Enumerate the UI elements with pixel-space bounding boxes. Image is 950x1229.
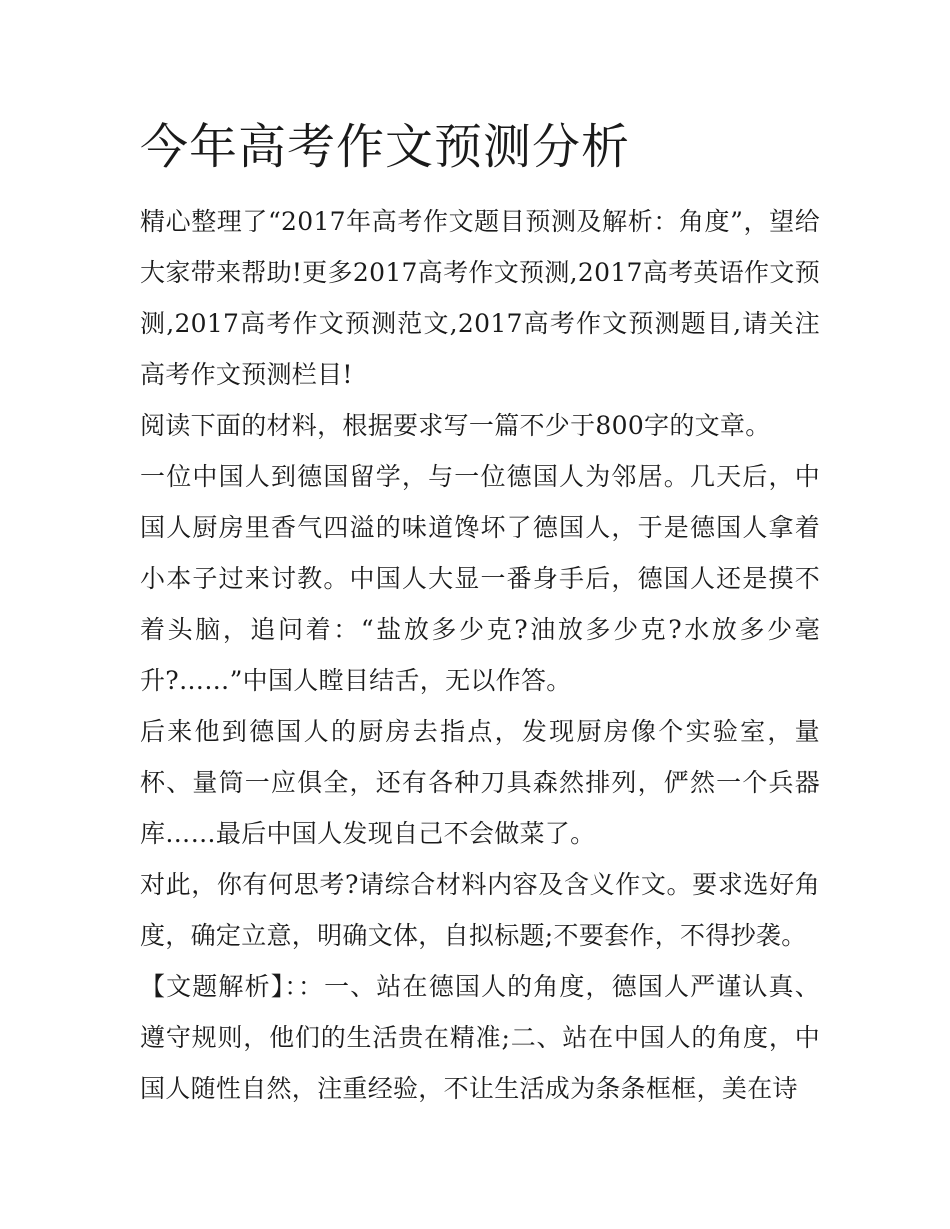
paragraph-intro: 精心整理了“2017年高考作文题目预测及解析：角度”，望给大家带来帮助!更多2017高考作文预测,2017高考英语作文预测,2017高考作文预测范文,2017高考作文预测题目,请关注高考作文预测栏目!	[140, 207, 820, 389]
paragraph-instruction: 阅读下面的材料，根据要求写一篇不少于800字的文章。	[140, 411, 771, 440]
paragraph-material-2: 后来他到德国人的厨房去指点，发现厨房像个实验室，量杯、量筒一应俱全，还有各种刀具森然排列，俨然一个兵器库……最后中国人发现自己不会做菜了。	[140, 717, 820, 848]
document-body	[140, 196, 820, 1114]
paragraph-material-1: 一位中国人到德国留学，与一位德国人为邻居。几天后，中国人厨房里香气四溢的味道馋坏了德国人，于是德国人拿着小本子过来讨教。中国人大显一番身手后，德国人还是摸不着头脑，追问着：“盐放多少克?油放多少克?水放多少毫升?……”中国人瞠目结舌，无以作答。	[140, 462, 820, 695]
document-title: 今年高考作文预测分析	[140, 119, 631, 175]
document-page	[140, 112, 820, 1114]
paragraph-analysis: 【文题解析】：：一、站在德国人的角度，德国人严谨认真、遵守规则，他们的生活贵在精准;二、站在中国人的角度，中国人随性自然，注重经验，不让生活成为条条框框，美在诗	[140, 972, 820, 1103]
paragraph-requirements: 对此，你有何思考?请综合材料内容及含义作文。要求选好角度，确定立意，明确文体，自拟标题;不要套作，不得抄袭。	[140, 870, 820, 950]
